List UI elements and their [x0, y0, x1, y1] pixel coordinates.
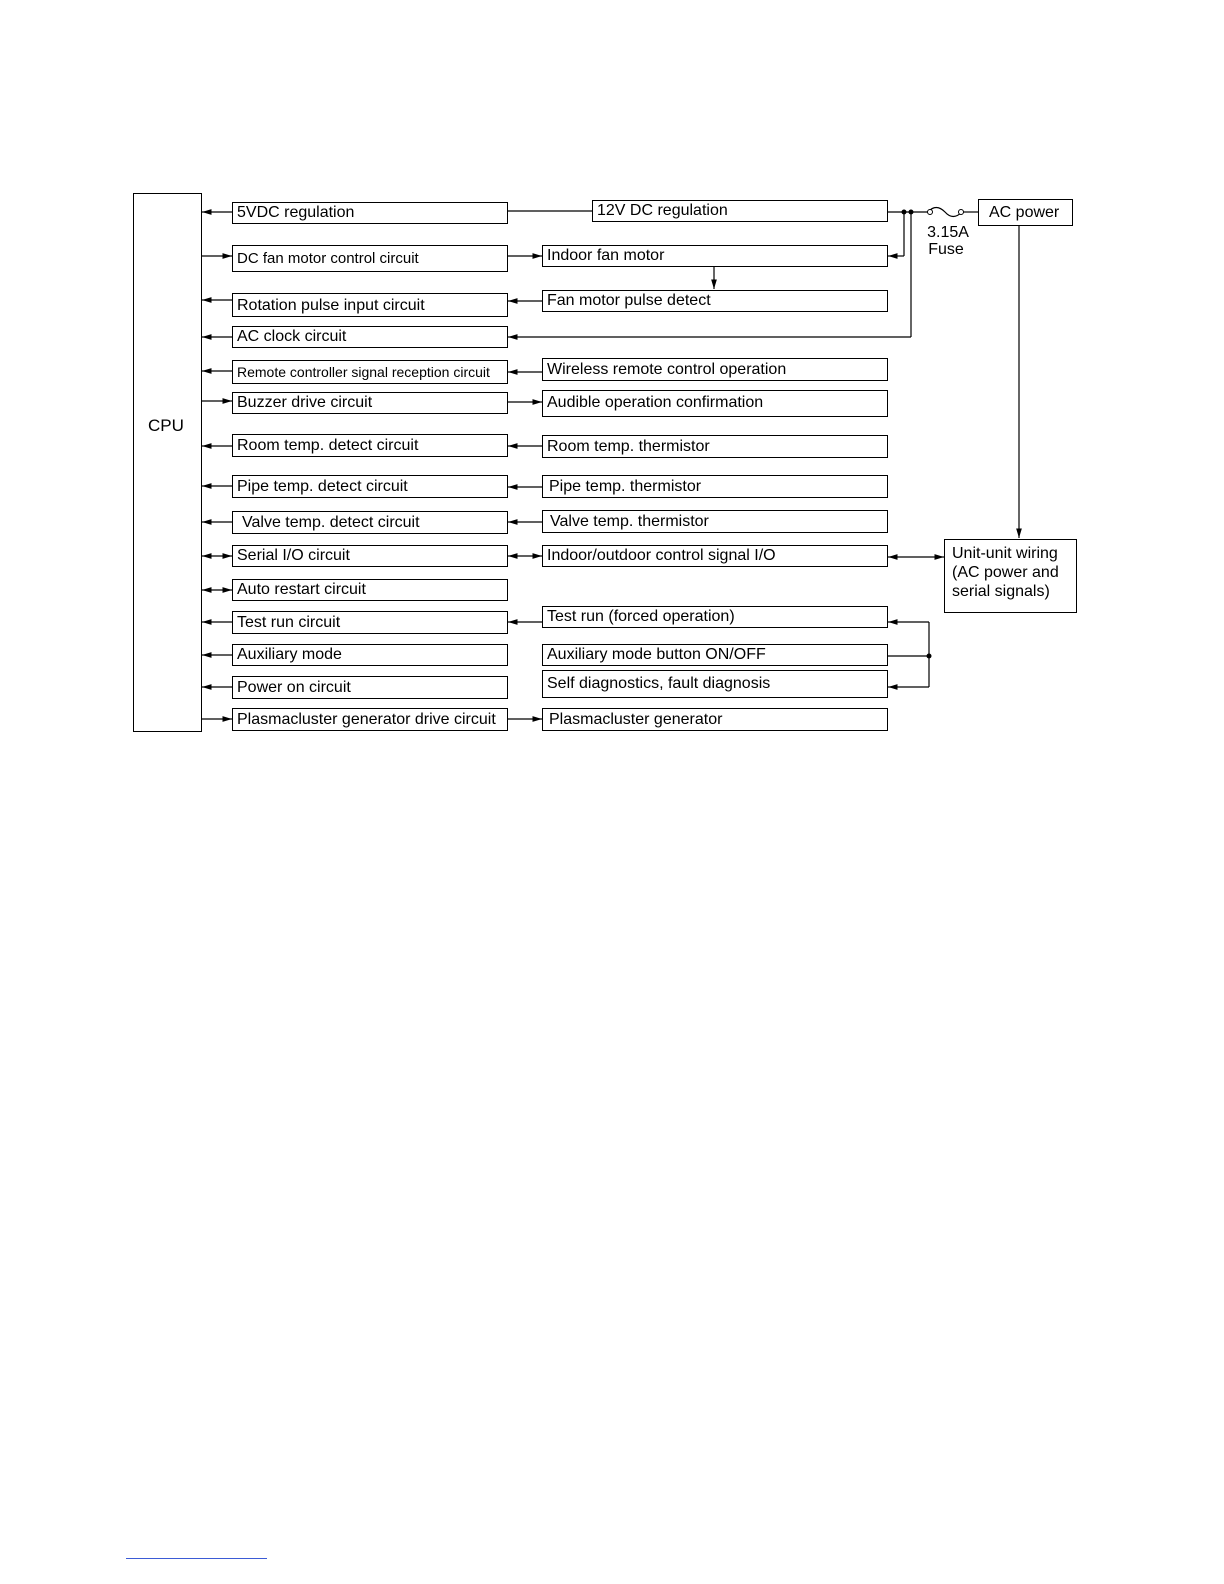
box-unit-unit-wiring: Unit-unit wiring (AC power and serial signals): [944, 539, 1077, 613]
box-self-diagnostics: Self diagnostics, fault diagnosis: [542, 670, 888, 698]
box-indoor-fan-motor: Indoor fan motor: [542, 245, 888, 267]
box-valve-temp-detect: Valve temp. detect circuit: [232, 511, 508, 534]
footer-rule: [126, 1558, 267, 1559]
box-buzzer-drive: Buzzer drive circuit: [232, 392, 508, 414]
box-dc-fan-motor-control: DC fan motor control circuit: [232, 245, 508, 272]
box-power-on: Power on circuit: [232, 676, 508, 699]
box-aux-mode-button: Auxiliary mode button ON/OFF: [542, 644, 888, 666]
box-serial-io: Serial I/O circuit: [232, 545, 508, 567]
cpu-block: [133, 193, 202, 732]
box-test-run: Test run circuit: [232, 611, 508, 634]
box-pipe-thermistor: Pipe temp. thermistor: [542, 475, 888, 498]
box-audible-confirmation: Audible operation confirmation: [542, 390, 888, 417]
box-indoor-outdoor-io: Indoor/outdoor control signal I/O: [542, 545, 888, 567]
box-pipe-temp-detect: Pipe temp. detect circuit: [232, 475, 508, 498]
box-test-run-forced: Test run (forced operation): [542, 606, 888, 628]
junction-dot: [927, 654, 932, 659]
fuse-rating: 3.15A: [927, 224, 969, 241]
box-remote-reception: Remote controller signal reception circuit: [232, 360, 508, 384]
box-plasmacluster-generator: Plasmacluster generator: [542, 708, 888, 731]
box-auxiliary-mode: Auxiliary mode: [232, 644, 508, 666]
box-fan-motor-pulse-detect: Fan motor pulse detect: [542, 290, 888, 312]
box-rotation-pulse-input: Rotation pulse input circuit: [232, 293, 508, 317]
fuse-terminal: [959, 210, 964, 215]
box-wireless-remote: Wireless remote control operation: [542, 358, 888, 381]
cpu-label: CPU: [148, 416, 184, 435]
box-room-thermistor: Room temp. thermistor: [542, 435, 888, 458]
box-auto-restart: Auto restart circuit: [232, 579, 508, 601]
box-12v-dc-regulation: 12V DC regulation: [592, 200, 888, 222]
box-ac-power: AC power: [978, 199, 1073, 226]
box-ac-clock: AC clock circuit: [232, 326, 508, 348]
box-valve-thermistor: Valve temp. thermistor: [542, 510, 888, 533]
box-5vdc-regulation: 5VDC regulation: [232, 202, 508, 224]
junction-dot: [902, 210, 907, 215]
junction-dot: [909, 210, 914, 215]
fuse-symbol: [928, 208, 962, 217]
fuse-label: Fuse: [928, 241, 964, 258]
fuse-terminal: [928, 210, 933, 215]
box-plasmacluster-drive: Plasmacluster generator drive circuit: [232, 708, 508, 731]
box-room-temp-detect: Room temp. detect circuit: [232, 434, 508, 457]
